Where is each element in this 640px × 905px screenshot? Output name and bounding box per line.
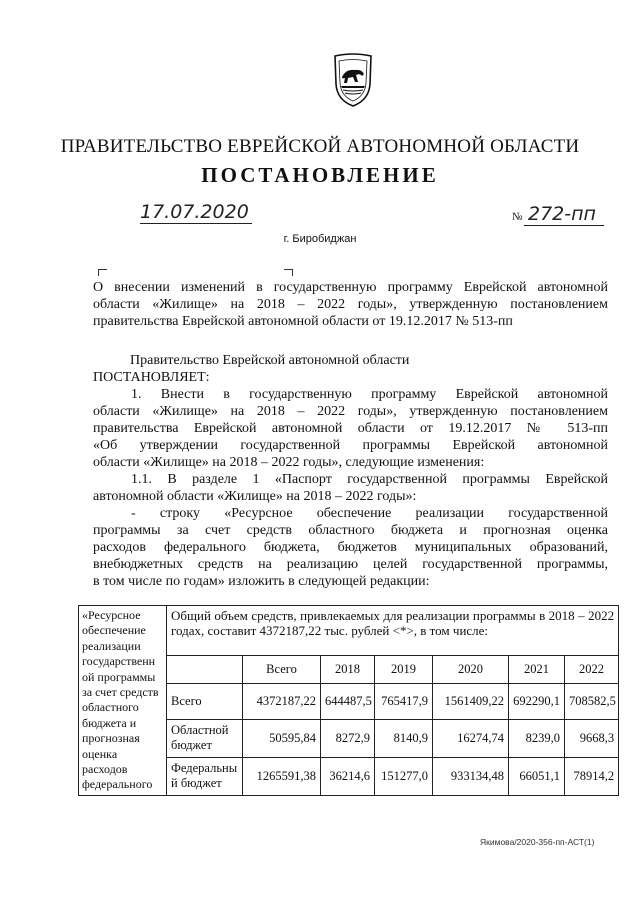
table-row-label: Областной бюджет bbox=[167, 719, 243, 757]
table-cell: 16274,74 bbox=[433, 719, 509, 757]
body-line: в том числе по годам» изложить в следующей редакции: bbox=[93, 574, 430, 589]
handwritten-decree-number: 272-пп bbox=[528, 203, 596, 225]
body-line: области «Жилище» на 2018 – 2022 годы», следующие изменения: bbox=[93, 455, 485, 470]
body-line: 1.1. В разделе 1 «Паспорт государственной программы Еврейской bbox=[131, 472, 608, 487]
table-header-cell: 2018 bbox=[321, 655, 375, 683]
table-cell: 50595,84 bbox=[243, 719, 321, 757]
table-cell: 8140,9 bbox=[375, 719, 433, 757]
table-total-text: Общий объем средств, привлекаемых для реализации программы в 2018 – 2022 годах, составит 4372187,22 тыс. рублей <*>, в том числе: bbox=[167, 606, 619, 656]
table-header-cell: 2020 bbox=[433, 655, 509, 683]
coat-of-arms-emblem bbox=[332, 52, 374, 108]
body-line: - строку «Ресурсное обеспечение реализации государственной bbox=[131, 506, 608, 521]
table-cell: 9668,3 bbox=[565, 719, 619, 757]
body-line: 1. Внести в государственную программу Еврейской автономной bbox=[131, 387, 608, 402]
body-line: расходов федерального бюджета, бюджетов муниципальных образований, bbox=[93, 540, 608, 555]
decree-title: ПОСТАНОВЛЕНИЕ bbox=[201, 163, 439, 187]
preamble-decrees: ПОСТАНОВЛЯЕТ: bbox=[93, 370, 210, 385]
table-header-cell: 2019 bbox=[375, 655, 433, 683]
body-line: программы за счет средств областного бюджета и прогнозная оценка bbox=[93, 523, 608, 538]
city-line: г. Биробиджан bbox=[283, 233, 357, 245]
document-footer-code: Якимова/2020-356-пп-АСТ(1) bbox=[480, 837, 595, 847]
subject-line: О внесении изменений в государственную программу Еврейской автономной bbox=[93, 280, 608, 295]
body-line: области «Жилище» на 2018 – 2022 годы», утвержденную постановлением bbox=[93, 404, 608, 419]
body-line: правительства Еврейской автономной области от 19.12.2017 № 513-пп bbox=[93, 421, 608, 436]
bracket-left-mark bbox=[98, 269, 107, 276]
passport-table bbox=[78, 605, 619, 796]
table-cell: 78914,2 bbox=[565, 757, 619, 795]
government-title: ПРАВИТЕЛЬСТВО ЕВРЕЙСКОЙ АВТОНОМНОЙ ОБЛАСТИ bbox=[60, 136, 580, 157]
table-row-label: Всего bbox=[167, 683, 243, 719]
body-line: «Об утверждении государственной программы Еврейской автономной bbox=[93, 438, 608, 453]
table-cell: 1561409,22 bbox=[433, 683, 509, 719]
table-cell: 8272,9 bbox=[321, 719, 375, 757]
table-cell: 1265591,38 bbox=[243, 757, 321, 795]
preamble-government: Правительство Еврейской автономной области bbox=[130, 353, 410, 368]
table-cell: 692290,1 bbox=[509, 683, 565, 719]
table-cell: 644487,5 bbox=[321, 683, 375, 719]
bracket-right-mark bbox=[284, 269, 293, 276]
table-header-cell: 2021 bbox=[509, 655, 565, 683]
table-cell: 66051,1 bbox=[509, 757, 565, 795]
table-header-cell: Всего bbox=[243, 655, 321, 683]
handwritten-date: 17.07.2020 bbox=[140, 201, 249, 223]
table-cell: 933134,48 bbox=[433, 757, 509, 795]
decree-subject bbox=[93, 279, 608, 330]
subject-line: правительства Еврейской автономной области от 19.12.2017 № 513-пп bbox=[93, 314, 513, 329]
body-line: внебюджетных средств на реализацию целей государственной программы, bbox=[93, 557, 608, 572]
subject-line: области «Жилище» на 2018 – 2022 годы», утвержденную постановлением bbox=[93, 297, 608, 312]
table-cell: 4372187,22 bbox=[243, 683, 321, 719]
decree-body bbox=[93, 386, 608, 590]
body-line: автономной области «Жилище» на 2018 – 2022 годы»: bbox=[93, 489, 417, 504]
table-header-cell bbox=[167, 655, 243, 683]
table-header-cell: 2022 bbox=[565, 655, 619, 683]
table-cell: 708582,5 bbox=[565, 683, 619, 719]
table-row-label-resource: «Ресурсное обеспечение реализации государственн ой программы за счет средств областного бюджета и прогнозная оценка расходов федерального bbox=[79, 606, 167, 796]
table-cell: 765417,9 bbox=[375, 683, 433, 719]
table-cell: 151277,0 bbox=[375, 757, 433, 795]
table-row-label: Федеральны й бюджет bbox=[167, 757, 243, 795]
table-cell: 36214,6 bbox=[321, 757, 375, 795]
table-cell: 8239,0 bbox=[509, 719, 565, 757]
number-label: № bbox=[512, 211, 523, 223]
